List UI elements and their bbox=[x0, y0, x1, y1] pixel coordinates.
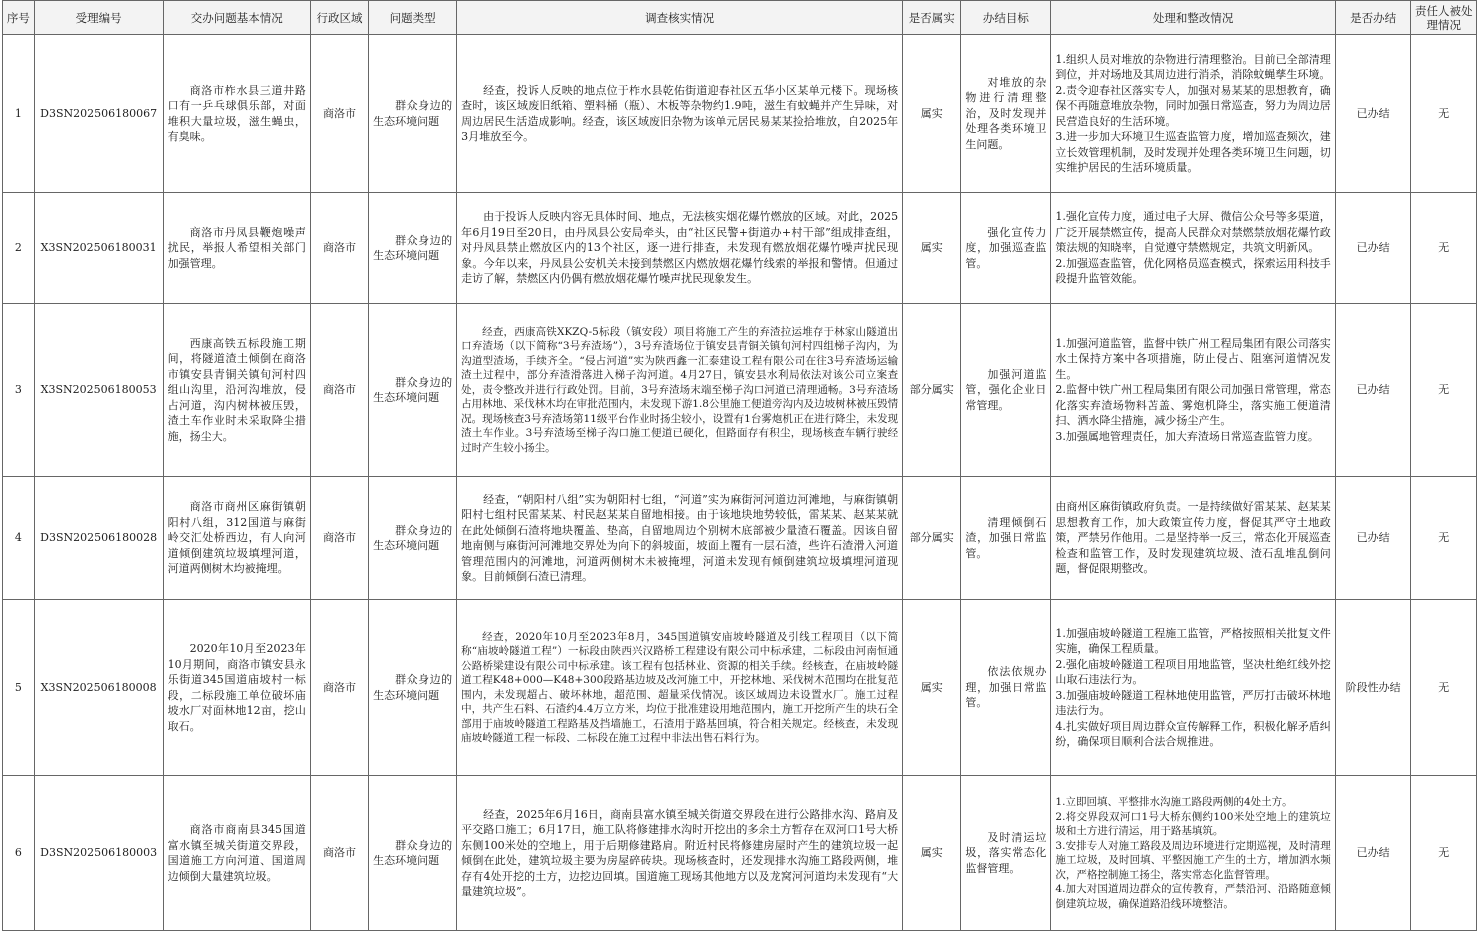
cell-closed: 已办结 bbox=[1335, 304, 1411, 477]
cell-type: 群众身边的生态环境问题 bbox=[369, 477, 457, 600]
cell-id: X3SN202506180031 bbox=[34, 193, 163, 304]
cell-seq: 1 bbox=[3, 35, 35, 193]
cell-region: 商洛市 bbox=[310, 193, 368, 304]
header-verified: 是否属实 bbox=[903, 1, 961, 35]
handling-item: 1.强化宣传力度，通过电子大屏、微信公众号等多渠道，广泛开展禁燃宣传，提高人民群众对禁燃禁放烟花爆竹政策法规的知晓率，自觉遵守禁燃规定，共筑文明新风。 bbox=[1055, 210, 1331, 255]
cell-goal: 清理倾倒石渣，加强日常监管。 bbox=[961, 477, 1051, 600]
cell-accountability: 无 bbox=[1411, 600, 1477, 776]
cell-closed: 已办结 bbox=[1335, 35, 1411, 193]
cell-goal: 对堆放的杂物进行清理整治，及时发现并处理各类环境卫生问题。 bbox=[961, 35, 1051, 193]
cell-handling bbox=[1051, 193, 1335, 304]
handling-item: 1.加强庙坡岭隧道工程施工监管，严格按照相关批复文件实施，确保工程质量。 bbox=[1055, 626, 1331, 655]
handling-item: 3.进一步加大环境卫生巡查监管力度，增加巡查频次，建立长效管理机制，及时发现并处理各类环境卫生问题，切实维护居民的生活环境质量。 bbox=[1055, 130, 1331, 174]
cell-id: D3SN202506180028 bbox=[34, 477, 163, 600]
header-investigation: 调查核实情况 bbox=[457, 1, 903, 35]
cell-goal: 依法依规办理，加强日常监管。 bbox=[961, 600, 1051, 776]
cell-accountability: 无 bbox=[1411, 477, 1477, 600]
handling-item: 2.强化庙坡岭隧道工程项目用地监管，坚决杜绝红线外挖山取石违法行为。 bbox=[1055, 657, 1331, 686]
cell-basic: 商洛市丹凤县鞭炮噪声扰民，举报人希望相关部门加强管理。 bbox=[163, 193, 310, 304]
cell-seq: 4 bbox=[3, 477, 35, 600]
cell-seq: 6 bbox=[3, 776, 35, 931]
header-row bbox=[3, 1, 1477, 35]
table-row bbox=[3, 477, 1477, 600]
cell-verified: 属实 bbox=[903, 776, 961, 931]
cell-closed: 已办结 bbox=[1335, 477, 1411, 600]
cell-id: D3SN202506180067 bbox=[34, 35, 163, 193]
cell-basic: 商洛市商州区麻街镇朝阳村八组，312国道与麻街岭交汇处桥西边，有人向河道倾倒建筑垃圾填埋河道，河道两侧树木均被掩埋。 bbox=[163, 477, 310, 600]
cell-investigation: 经查，投诉人反映的地点位于柞水县乾佑街道迎春社区五华小区某单元楼下。现场核查时，该区域废旧纸箱、塑料桶（瓶）、木板等杂物约1.9吨，滋生有蚊蝇并产生异味，对周边居民生活造成影响。经查，该区域废旧杂物为该单元居民易某某捡拾堆放，自2025年3月堆放至今。 bbox=[457, 35, 903, 193]
cell-handling bbox=[1051, 600, 1335, 776]
cell-investigation: 由于投诉人反映内容无具体时间、地点，无法核实烟花爆竹燃放的区域。对此，2025年6月19日至20日，由丹凤县公安局牵头，由“社区民警+街道办+村干部”组成排查组，对丹凤县禁止燃放区内的13个社区，逐一进行排查，未发现有燃放烟花爆竹噪声扰民现象。今年以来，丹凤县公安机关未接到禁燃区内燃放烟花爆竹线索的举报和警情。但通过走访了解，禁燃区内仍偶有燃放烟花爆竹噪声扰民现象发生。 bbox=[457, 193, 903, 304]
cell-goal: 及时清运垃圾，落实常态化监督管理。 bbox=[961, 776, 1051, 931]
cell-investigation: 经查，西康高铁XKZQ-5标段（镇安段）项目将施工产生的弃渣拉运堆存于林家山隧道出口弃渣场（以下简称“3号弃渣场”），3号弃渣场位于镇安县青铜关镇旬河村四组梯子沟内，为沟道型渣场，手续齐全。“侵占河道”实为陕西鑫一汇泰建设工程有限公司在往3号弃渣场运输渣土过程中，部分弃渣滑落进入梯子沟河道。4月27日，镇安县水利局依法对该公司立案查处，责令整改并进行行政处罚。目前，3号弃渣场末端至梯子沟口河道已清理通畅。3号弃渣场占用林地、采伐林木均在审批范围内，未发现下游1.8公里施工便道旁沟内及边坡树林被压毁情况。现场核查3号弃渣场第11级平台作业时扬尘较小，设置有1台雾炮机正在进行降尘，未发现渣土车作业。3号弃渣场至梯子沟口施工便道已硬化，但路面存有积尘，现场核查车辆行驶经过时产生较小扬尘。 bbox=[457, 304, 903, 477]
cell-accountability: 无 bbox=[1411, 193, 1477, 304]
handling-item: 1.立即回填、平整排水沟施工路段两侧的4处土方。 bbox=[1055, 796, 1293, 808]
table-row bbox=[3, 35, 1477, 193]
header-basic: 交办问题基本情况 bbox=[163, 1, 310, 35]
cell-verified: 属实 bbox=[903, 600, 961, 776]
table-row bbox=[3, 600, 1477, 776]
table-row bbox=[3, 776, 1477, 931]
cell-id: X3SN202506180053 bbox=[34, 304, 163, 477]
header-seq: 序号 bbox=[3, 1, 35, 35]
supervision-table bbox=[2, 0, 1477, 931]
handling-item: 1.组织人员对堆放的杂物进行清理整治。目前已全部清理到位，并对场地及其周边进行消杀，消除蚊蝇孳生环境。 bbox=[1055, 52, 1331, 81]
cell-handling bbox=[1051, 35, 1335, 193]
cell-basic: 西康高铁五标段施工期间，将隧道渣土倾倒在商洛市镇安县青铜关镇旬河村四组山沟里，沿河沟堆放，侵占河道，沟内树林被压毁，渣土车作业时未采取降尘措施，扬尘大。 bbox=[163, 304, 310, 477]
handling-item: 由商州区麻街镇政府负责。一是持续做好雷某某、赵某某思想教育工作，加大政策宣传力度，督促其严守土地政策，严禁另作他用。二是坚持举一反三，常态化开展巡查检查和监管工作，及时发现建筑垃圾、渣石乱堆乱倒问题，督促限期整改。 bbox=[1055, 500, 1331, 576]
cell-type: 群众身边的生态环境问题 bbox=[369, 35, 457, 193]
handling-item: 1.加强河道监管，监督中铁广州工程局集团有限公司落实水土保持方案中各项措施，防止侵占、阻塞河道情况发生。 bbox=[1055, 336, 1331, 381]
cell-goal: 强化宣传力度，加强巡查监管。 bbox=[961, 193, 1051, 304]
cell-region: 商洛市 bbox=[310, 35, 368, 193]
cell-seq: 2 bbox=[3, 193, 35, 304]
cell-type: 群众身边的生态环境问题 bbox=[369, 776, 457, 931]
handling-item: 3.安排专人对施工路段及周边环境进行定期巡视，及时清理施工垃圾，及时回填、平整因施工产生的土方，增加洒水频次，严格控制施工扬尘，落实常态化监督管理。 bbox=[1055, 839, 1331, 881]
header-accountability: 责任人被处理情况 bbox=[1411, 1, 1477, 35]
handling-item: 2.将交界段双河口1号大桥东侧约100米处空地上的建筑垃圾和土方进行清运，用于路基填筑。 bbox=[1055, 810, 1331, 837]
header-type: 问题类型 bbox=[369, 1, 457, 35]
handling-item: 4.扎实做好项目周边群众宣传解释工作，积极化解矛盾纠纷，确保项目顺利合法合规推进。 bbox=[1055, 719, 1331, 748]
cell-id: X3SN202506180008 bbox=[34, 600, 163, 776]
cell-region: 商洛市 bbox=[310, 600, 368, 776]
handling-item: 4.加大对国道周边群众的宣传教育，严禁沿河、沿路随意倾倒建筑垃圾，确保道路沿线环境整洁。 bbox=[1055, 883, 1331, 910]
handling-item: 3.加强庙坡岭隧道工程林地使用监管，严厉打击破坏林地违法行为。 bbox=[1055, 688, 1331, 717]
cell-basic: 商洛市商南县345国道富水镇至城关街道交界段，国道施工方向河道、国道周边倾倒大量建筑垃圾。 bbox=[163, 776, 310, 931]
handling-item: 2.加强巡查监管，优化网格员巡查模式，探索运用科技手段提升监管效能。 bbox=[1055, 256, 1331, 286]
cell-type: 群众身边的生态环境问题 bbox=[369, 600, 457, 776]
cell-handling bbox=[1051, 304, 1335, 477]
cell-seq: 5 bbox=[3, 600, 35, 776]
cell-handling bbox=[1051, 477, 1335, 600]
cell-verified: 属实 bbox=[903, 35, 961, 193]
header-closed: 是否办结 bbox=[1335, 1, 1411, 35]
cell-region: 商洛市 bbox=[310, 477, 368, 600]
cell-basic: 2020年10月至2023年10月期间，商洛市镇安县永乐街道345国道庙坡村一标段，二标段施工单位破坏庙坡水厂对面林地12亩，挖山取石。 bbox=[163, 600, 310, 776]
cell-accountability: 无 bbox=[1411, 304, 1477, 477]
header-goal: 办结目标 bbox=[961, 1, 1051, 35]
header-region: 行政区域 bbox=[310, 1, 368, 35]
cell-investigation: 经查，2020年10月至2023年8月，345国道镇安庙坡岭隧道及引线工程项目（以下简称“庙坡岭隧道工程”）一标段由陕西兴汉路桥工程建设有限公司中标承建，二标段由河南恒通公路桥梁建设有限公司中标承建。该工程有包括林业、资源的相关手续。经核查，在庙坡岭隧道工程K48+000—K48+300段路基边坡及改河施工中，开挖林地、采伐树木范围均在批复范围内，未发现超占、破坏林地，超范围、超量采伐情况。该区域周边未设置水厂。施工过程中，共产生石料、石渣约4.4万立方米，均位于批准建设用地范围内，施工开挖所产生的块石全部用于庙坡岭隧道工程路基及挡墙施工，石渣用于路基回填，符合相关规定。经核查，未发现庙坡岭隧道工程一标段、二标段在施工过程中非法出售石料行为。 bbox=[457, 600, 903, 776]
table-row bbox=[3, 193, 1477, 304]
cell-closed: 已办结 bbox=[1335, 776, 1411, 931]
handling-item: 2.监督中铁广州工程局集团有限公司加强日常管理，常态化落实弃渣场物料苫盖、雾炮机降尘，落实施工便道清扫、洒水降尘措施，减少扬尘产生。 bbox=[1055, 383, 1331, 428]
cell-investigation: 经查，“朝阳村八组”实为朝阳村七组，“河道”实为麻街河河道边河滩地，与麻街镇朝阳村七组村民雷某某、村民赵某某自留地相接。由于该地块地势较低，雷某某、赵某某就在此处倾倒石渣将地块覆盖、垫高，自留地周边个别树木底部被少量渣石覆盖。因该自留地南侧与麻街河河滩地交界处为向下的斜坡面，坡面上覆有一层石渣，些许石渣滑入河道管理范围内的河滩地，河道两侧树木未被掩埋，河道未发现有倾倒建筑垃圾填埋河道现象。目前倾倒石渣已清理。 bbox=[457, 477, 903, 600]
handling-item: 3.加强属地管理责任，加大弃渣场日常巡查监管力度。 bbox=[1055, 429, 1319, 443]
header-id: 受理编号 bbox=[34, 1, 163, 35]
cell-verified: 部分属实 bbox=[903, 477, 961, 600]
cell-accountability: 无 bbox=[1411, 776, 1477, 931]
cell-accountability: 无 bbox=[1411, 35, 1477, 193]
cell-region: 商洛市 bbox=[310, 304, 368, 477]
cell-verified: 部分属实 bbox=[903, 304, 961, 477]
cell-type: 群众身边的生态环境问题 bbox=[369, 304, 457, 477]
cell-region: 商洛市 bbox=[310, 776, 368, 931]
cell-id: D3SN202506180003 bbox=[34, 776, 163, 931]
cell-verified: 属实 bbox=[903, 193, 961, 304]
cell-handling bbox=[1051, 776, 1335, 931]
cell-seq: 3 bbox=[3, 304, 35, 477]
cell-basic: 商洛市柞水县三道井路口有一乒乓球俱乐部，对面堆积大量垃圾，滋生蝇虫，有臭味。 bbox=[163, 35, 310, 193]
cell-closed: 阶段性办结 bbox=[1335, 600, 1411, 776]
table-row bbox=[3, 304, 1477, 477]
cell-type: 群众身边的生态环境问题 bbox=[369, 193, 457, 304]
cell-investigation: 经查，2025年6月16日，商南县富水镇至城关街道交界段在进行公路排水沟、路肩及平交路口施工；6月17日，施工队将修建排水沟时开挖出的多余土方暂存在双河口1号大桥东侧100米处的空地上，用于后期修建路肩。附近村民将修建房屋时产生的建筑垃圾一起倾倒在此处，建筑垃圾主要为房屋碎砖块。现场核查时，还发现排水沟施工路段两侧，堆存有4处开挖的土方，边挖边回填。国道施工现场其他地方以及龙窝河河道均未发现有“大量建筑垃圾”。 bbox=[457, 776, 903, 931]
handling-item: 2.责令迎春社区落实专人，加强对易某某的思想教育，确保不再随意堆放杂物，同时加强日常巡查，努力为周边居民营造良好的生活环境。 bbox=[1055, 83, 1331, 128]
cell-closed: 已办结 bbox=[1335, 193, 1411, 304]
cell-goal: 加强河道监管，强化企业日常管理。 bbox=[961, 304, 1051, 477]
header-handling: 处理和整改情况 bbox=[1051, 1, 1335, 35]
